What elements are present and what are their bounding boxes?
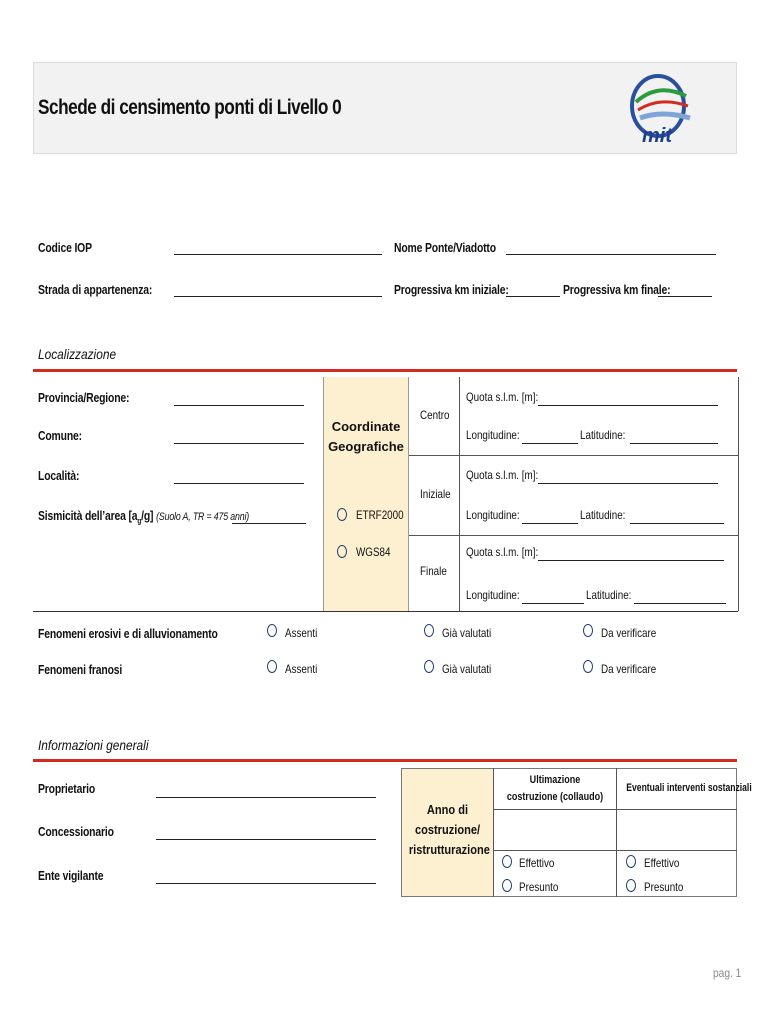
proprietario-field[interactable] — [156, 797, 376, 798]
latitudine-field[interactable] — [630, 523, 724, 524]
provincia-field[interactable] — [174, 405, 304, 406]
codice-iop-label: Codice IOP — [38, 240, 92, 255]
grid-border — [738, 377, 739, 611]
ultimazione-effettivo-radio[interactable] — [502, 855, 512, 868]
quota-field[interactable] — [538, 560, 724, 561]
concessionario-field[interactable] — [156, 839, 376, 840]
gia-valutati-label: Già valutati — [442, 662, 492, 676]
wgs-radio[interactable] — [337, 545, 347, 558]
longitudine-label: Longitudine: — [466, 428, 520, 442]
fenomeni-erosivi-label: Fenomeni erosivi e di alluvionamento — [38, 626, 218, 641]
table-row-line — [493, 850, 737, 851]
nome-ponte-label: Nome Ponte/Viadotto — [394, 240, 496, 255]
section-divider — [33, 369, 737, 372]
ultimazione-input[interactable] — [494, 810, 616, 850]
fenomeni-franosi-label: Fenomeni franosi — [38, 662, 123, 677]
progressiva-finale-label: Progressiva km finale: — [563, 282, 671, 297]
centro-label: Centro — [420, 408, 450, 422]
latitudine-field[interactable] — [630, 443, 718, 444]
proprietario-label: Proprietario — [38, 781, 96, 796]
latitudine-label: Latitudine: — [580, 428, 626, 442]
gia-valutati-label: Già valutati — [442, 626, 492, 640]
quota-field[interactable] — [538, 405, 718, 406]
longitudine-label: Longitudine: — [466, 588, 520, 602]
etrf-label: ETRF2000 — [356, 508, 404, 522]
ultimazione-presunto-radio[interactable] — [502, 879, 512, 892]
presunto-label: Presunto — [644, 880, 684, 894]
wgs-label: WGS84 — [356, 545, 391, 559]
grid-bottom-line — [33, 611, 738, 612]
interventi-presunto-radio[interactable] — [626, 879, 636, 892]
da-verificare-label: Da verificare — [601, 662, 657, 676]
ente-vigilante-field[interactable] — [156, 883, 376, 884]
franosi-assenti-radio[interactable] — [267, 660, 277, 673]
erosivi-verificare-radio[interactable] — [583, 624, 593, 637]
longitudine-field[interactable] — [522, 603, 584, 604]
franosi-verificare-radio[interactable] — [583, 660, 593, 673]
coordinate-box — [323, 377, 409, 611]
assenti-label: Assenti — [285, 626, 318, 640]
latitudine-field[interactable] — [634, 603, 726, 604]
progressiva-iniziale-label: Progressiva km iniziale: — [394, 282, 509, 297]
da-verificare-label: Da verificare — [601, 626, 657, 640]
page-title: Schede di censimento ponti di Livello 0 — [38, 96, 342, 119]
assenti-label: Assenti — [285, 662, 318, 676]
ente-vigilante-label: Ente vigilante — [38, 868, 104, 883]
ultimazione-header: Ultimazione costruzione (collaudo) — [506, 774, 604, 803]
grid-divider — [459, 377, 460, 611]
erosivi-valutati-radio[interactable] — [424, 624, 434, 637]
strada-field[interactable] — [174, 296, 382, 297]
logo-text: mit — [642, 125, 672, 147]
anno-label: Anno di costruzione/ ristrutturazione — [408, 802, 490, 857]
etrf-radio[interactable] — [337, 508, 347, 521]
iniziale-label: Iniziale — [420, 487, 451, 501]
quota-field[interactable] — [538, 483, 718, 484]
codice-iop-field[interactable] — [174, 254, 382, 255]
localizzazione-title: Localizzazione — [38, 346, 117, 362]
comune-label: Comune: — [38, 428, 82, 443]
quota-label: Quota s.l.m. [m]: — [466, 545, 539, 559]
interventi-effettivo-radio[interactable] — [626, 855, 636, 868]
progressiva-iniziale-field[interactable] — [506, 296, 560, 297]
coordinate-label: Coordinate Geografiche — [328, 419, 404, 454]
sismicita-field[interactable] — [232, 523, 306, 524]
quota-label: Quota s.l.m. [m]: — [466, 468, 539, 482]
latitudine-label: Latitudine: — [586, 588, 632, 602]
strada-label: Strada di appartenenza: — [38, 282, 153, 297]
erosivi-assenti-radio[interactable] — [267, 624, 277, 637]
longitudine-field[interactable] — [522, 523, 578, 524]
section-divider — [33, 759, 737, 762]
nome-ponte-field[interactable] — [506, 254, 716, 255]
longitudine-label: Longitudine: — [466, 508, 520, 522]
interventi-header: Eventuali interventi sostanziali — [626, 782, 752, 794]
progressiva-finale-field[interactable] — [658, 296, 712, 297]
grid-row-line — [409, 535, 738, 536]
mit-logo — [628, 66, 692, 152]
informazioni-title: Informazioni generali — [38, 737, 149, 753]
franosi-valutati-radio[interactable] — [424, 660, 434, 673]
comune-field[interactable] — [174, 443, 304, 444]
longitudine-field[interactable] — [522, 443, 578, 444]
sismicita-label: Sismicità dell’area $[a_g/g]$ (Suolo A, TR = 475 anni) — [38, 508, 250, 526]
grid-row-line — [409, 455, 738, 456]
provincia-label: Provincia/Regione: — [38, 390, 130, 405]
effettivo-label: Effettivo — [644, 856, 680, 870]
presunto-label: Presunto — [519, 880, 559, 894]
quota-label: Quota s.l.m. [m]: — [466, 390, 539, 404]
effettivo-label: Effettivo — [519, 856, 555, 870]
concessionario-label: Concessionario — [38, 824, 114, 839]
page-number: pag. 1 — [713, 966, 742, 980]
localita-field[interactable] — [174, 483, 304, 484]
latitudine-label: Latitudine: — [580, 508, 626, 522]
finale-label: Finale — [420, 564, 447, 578]
interventi-input[interactable] — [617, 810, 737, 850]
localita-label: Località: — [38, 468, 80, 483]
